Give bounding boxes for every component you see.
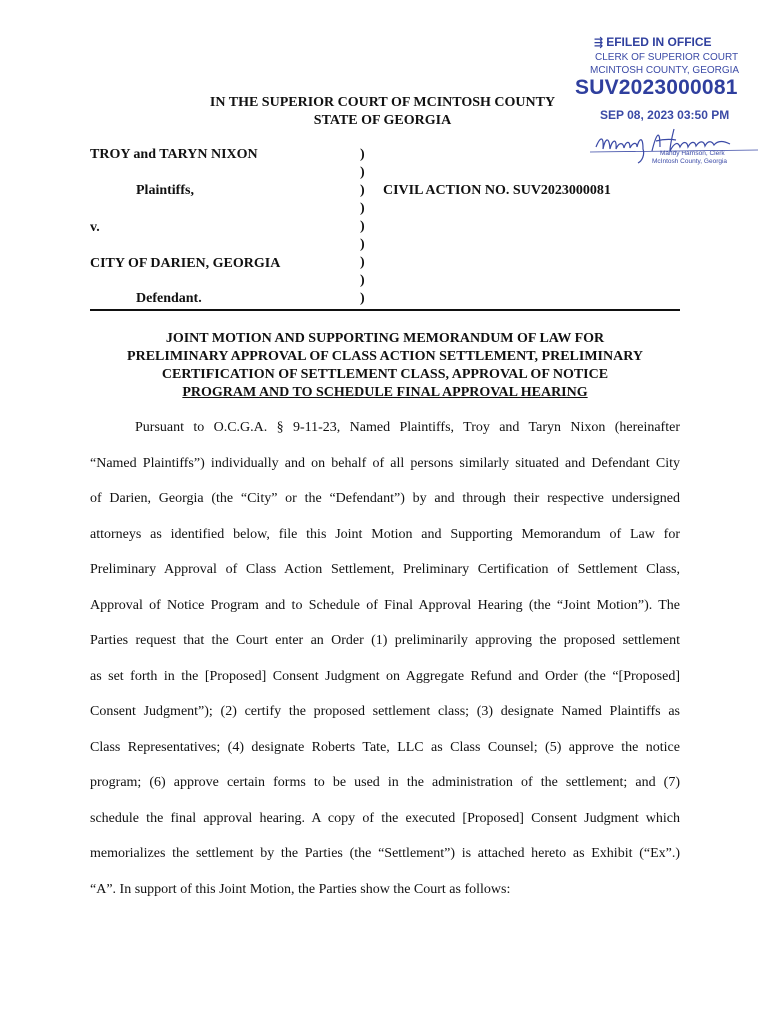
paren: ) <box>360 183 365 198</box>
body-line: Preliminary Approval of Class Action Settlement, Preliminary Certification of Settlement Class, <box>90 562 680 577</box>
body-line: Pursuant to O.C.G.A. § 9-11-23, Named Plaintiffs, Troy and Taryn Nixon (hereinafter <box>135 420 680 435</box>
court-line-1: IN THE SUPERIOR COURT OF MCINTOSH COUNTY <box>209 95 556 110</box>
body-line: of Darien, Georgia (the “City” or the “Defendant”) by and through their respective undersigned <box>90 491 680 506</box>
clerk-label: CLERK OF SUPERIOR COURT <box>595 52 739 63</box>
stamp-case-number: SUV2023000081 <box>575 76 738 99</box>
title-line-1: JOINT MOTION AND SUPPORTING MEMORANDUM OF LAW FOR <box>165 331 605 346</box>
efiled-heading: ⇶ EFILED IN OFFICE <box>594 35 712 49</box>
paren: ) <box>360 237 365 252</box>
court-line-2: STATE OF GEORGIA <box>313 113 452 128</box>
civil-action-number: CIVIL ACTION NO. SUV2023000081 <box>383 183 611 198</box>
caption-divider <box>90 309 680 311</box>
title-line-3: CERTIFICATION OF SETTLEMENT CLASS, APPROVAL OF NOTICE <box>161 367 609 382</box>
document-title <box>95 330 675 402</box>
clerk-signature <box>590 125 765 170</box>
paren: ) <box>360 147 365 162</box>
body-line: program; (6) approve certain forms to be used in the administration of the settlement; and (7) <box>90 775 680 790</box>
body-line: Approval of Notice Program and to Schedule of Final Approval Hearing (the “Joint Motion”). The <box>90 598 680 613</box>
paren: ) <box>360 165 365 180</box>
body-line: “A”. In support of this Joint Motion, the Parties show the Court as follows: <box>90 882 511 897</box>
body-line: memorializes the settlement by the Parties (the “Settlement”) is attached hereto as Exhibit (“Ex”.) <box>90 846 680 861</box>
body-line: Consent Judgment”); (2) certify the proposed settlement class; (3) designate Named Plaintiffs as <box>90 704 680 719</box>
signature-county: McIntosh County, Georgia <box>652 158 728 165</box>
body-line: schedule the final approval hearing. A copy of the executed [Proposed] Consent Judgment which <box>90 811 680 826</box>
paren: ) <box>360 291 365 306</box>
plaintiffs-name: TROY and TARYN NIXON <box>90 147 258 162</box>
title-line-4: PROGRAM AND TO SCHEDULE FINAL APPROVAL HEARING <box>182 385 588 400</box>
body-line: Parties request that the Court enter an Order (1) preliminarily approving the proposed settlement <box>90 633 680 648</box>
body-line: Class Representatives; (4) designate Roberts Tate, LLC as Class Counsel; (5) approve the notice <box>90 740 680 755</box>
body-line: attorneys as identified below, file this Joint Motion and Supporting Memorandum of Law for <box>90 527 680 542</box>
defendant-label: Defendant. <box>136 291 202 306</box>
paren: ) <box>360 219 365 234</box>
body-line: “Named Plaintiffs”) individually and on behalf of all persons similarly situated and Defendant City <box>90 456 680 471</box>
court-heading <box>190 94 575 130</box>
title-line-2: PRELIMINARY APPROVAL OF CLASS ACTION SETTLEMENT, PRELIMINARY <box>127 349 643 364</box>
versus-label: v. <box>90 220 100 235</box>
county-label: MCINTOSH COUNTY, GEORGIA <box>590 65 740 76</box>
defendant-name: CITY OF DARIEN, GEORGIA <box>90 256 281 271</box>
paren: ) <box>360 273 365 288</box>
body-line: as set forth in the [Proposed] Consent Judgment on Aggregate Refund and Order (the “[Proposed] <box>90 669 680 684</box>
efile-icon: ⇶ <box>594 37 604 49</box>
paren: ) <box>360 255 365 270</box>
signature-name: Mandy Harrison, Clerk <box>660 150 725 157</box>
plaintiffs-label: Plaintiffs, <box>136 183 194 198</box>
paren: ) <box>360 201 365 216</box>
stamp-datetime: SEP 08, 2023 03:50 PM <box>600 108 730 122</box>
